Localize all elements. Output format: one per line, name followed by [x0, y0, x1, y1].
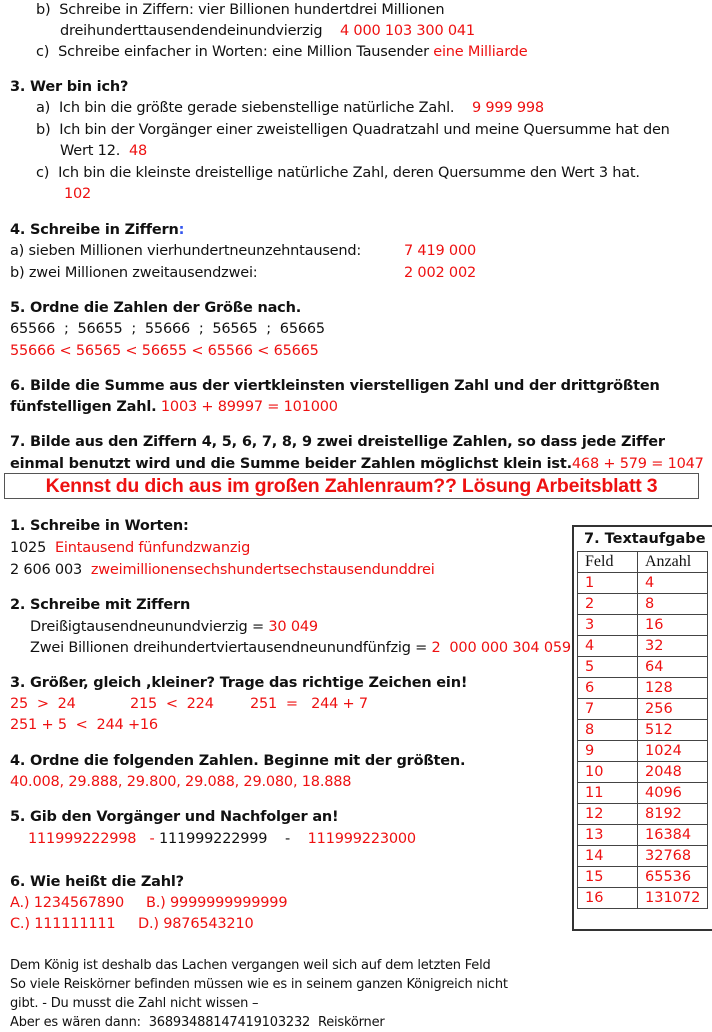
p1-task4a-answer: 7 419 000	[404, 243, 476, 259]
p2-task4-heading: 4. Ordne die folgenden Zahlen. Beginne mit der größten.	[10, 753, 466, 769]
p1-task5-heading: 5. Ordne die Zahlen der Größe nach.	[10, 300, 302, 316]
answer-text: 2 000 000 304 059	[431, 640, 571, 656]
p1-task3b-line2	[60, 141, 147, 161]
p2-task2-row2	[30, 638, 571, 658]
cell-feld: 5	[578, 657, 638, 678]
answer-text: eine Milliarde	[433, 44, 528, 60]
cell-anzahl: 2048	[638, 762, 708, 783]
table-row	[578, 594, 708, 615]
cell-anzahl: 65536	[638, 867, 708, 888]
p1-task6-line2	[10, 397, 338, 417]
task-text: Ich bin die größte gerade siebenstellige natürliche Zahl.	[58, 100, 455, 116]
table-row	[578, 783, 708, 804]
cell-feld: 12	[578, 804, 638, 825]
table-row	[578, 657, 708, 678]
cell-anzahl: 4	[638, 573, 708, 594]
cell-anzahl: 32768	[638, 846, 708, 867]
p1-task3c-answer: 102	[64, 186, 92, 202]
table-row	[578, 825, 708, 846]
heading-text: einmal benutzt wird und die Summe beider Zahlen möglichst klein ist.	[10, 456, 572, 472]
p2-task6-heading: 6. Wie heißt die Zahl?	[10, 874, 184, 890]
cell-anzahl: 4096	[638, 783, 708, 804]
answer-text: 9 999 998	[471, 100, 544, 116]
given-number: 111999222999	[159, 831, 268, 847]
textaufgabe-heading: 7. Textaufgabe	[584, 531, 706, 547]
cell-anzahl: 16	[638, 615, 708, 636]
p2-task3-cmp2: 215 < 224	[130, 696, 214, 712]
p2-task3-cmp1: 25 > 24	[10, 696, 76, 712]
table-row	[578, 615, 708, 636]
task-text: Wert 12.	[60, 143, 121, 159]
table-row	[578, 636, 708, 657]
p2-task6-d: D.) 9876543210	[138, 916, 254, 932]
item-prefix: b)	[36, 2, 51, 18]
cell-anzahl: 8192	[638, 804, 708, 825]
table-row	[578, 699, 708, 720]
p2-task5-heading: 5. Gib den Vorgänger und Nachfolger an!	[10, 809, 339, 825]
p2-task6-b: B.) 9999999999999	[146, 895, 288, 911]
predecessor-answer: 111999222998	[28, 831, 137, 847]
cell-feld: 2	[578, 594, 638, 615]
p1-task3b-line1	[36, 120, 670, 140]
p2-task1-heading: 1. Schreibe in Worten:	[10, 518, 189, 534]
cell-feld: 3	[578, 615, 638, 636]
heading-colon: :	[178, 222, 185, 238]
table-row	[578, 741, 708, 762]
item-prefix: a)	[36, 100, 51, 116]
task-text: Ich bin die kleinste dreistellige natürliche Zahl, deren Quersumme den Wert 3 hat.	[58, 165, 640, 181]
p1-task5-answer: 55666 < 56565 < 56655 < 65566 < 65665	[10, 343, 319, 359]
answer-text: Eintausend fünfundzwanzig	[54, 540, 251, 556]
cell-anzahl: 64	[638, 657, 708, 678]
task-text: Schreibe in Ziffern: vier Billionen hundertdrei Millionen	[59, 2, 445, 18]
table-header-row	[578, 552, 708, 573]
task-text: Dreißigtausendneunundvierzig =	[30, 619, 264, 635]
dash: -	[284, 831, 291, 847]
footer-line-2: So viele Reiskörner befinden müssen wie es in seinem ganzen Königreich nicht	[10, 977, 508, 992]
answer-text: 1003 + 89997 = 101000	[160, 399, 338, 415]
rice-grain-table	[577, 551, 708, 909]
p2-task3-cmp4: 251 + 5 < 244 +16	[10, 717, 158, 733]
p2-task6-c: C.) 111111111	[10, 916, 116, 932]
p1-task3c	[36, 163, 640, 183]
p2-task3-heading: 3. Größer, gleich ,kleiner? Trage das richtige Zeichen ein!	[10, 675, 468, 691]
p2-task1-row1	[10, 538, 250, 558]
footer-line-3: gibt. - Du musst die Zahl nicht wissen –	[10, 996, 259, 1011]
cell-feld: 9	[578, 741, 638, 762]
p1-task4a: a) sieben Millionen vierhundertneunzehntausend:	[10, 243, 362, 259]
cell-anzahl: 1024	[638, 741, 708, 762]
cell-feld: 10	[578, 762, 638, 783]
textaufgabe-box	[572, 525, 712, 931]
answer-text: 48	[128, 143, 148, 159]
cell-feld: 15	[578, 867, 638, 888]
table-row	[578, 762, 708, 783]
answer-text: 468 + 579 = 1047	[571, 456, 704, 472]
cell-anzahl: 131072	[638, 888, 708, 909]
p1-task4b-answer: 2 002 002	[404, 265, 476, 281]
cell-anzahl: 16384	[638, 825, 708, 846]
table-row	[578, 720, 708, 741]
heading-text: fünfstelligen Zahl.	[10, 399, 157, 415]
p2-task3-cmp3: 251 = 244 + 7	[250, 696, 368, 712]
item-prefix: c)	[36, 165, 50, 181]
dash: -	[149, 831, 155, 847]
answer-text: 30 049	[268, 619, 318, 635]
task-text: Zwei Billionen dreihundertviertausendneunundfünfzig =	[30, 640, 428, 656]
table-row	[578, 573, 708, 594]
p1-task3a	[36, 98, 544, 118]
p1-task4-heading	[10, 220, 184, 240]
cell-anzahl: 8	[638, 594, 708, 615]
cell-feld: 4	[578, 636, 638, 657]
item-prefix: c)	[36, 44, 50, 60]
column-header-feld: Feld	[578, 552, 638, 573]
cell-feld: 16	[578, 888, 638, 909]
answer-text: 4 000 103 300 041	[339, 23, 475, 39]
column-header-anzahl: Anzahl	[638, 552, 708, 573]
p2-task1-row2	[10, 560, 435, 580]
p2-task6-a: A.) 1234567890	[10, 895, 124, 911]
worksheet-title-banner: Kennst du dich aus im großen Zahlenraum?? Lösung Arbeitsblatt 3	[4, 473, 699, 499]
p1-task2c	[36, 42, 527, 62]
heading-text: 4. Schreibe in Ziffern	[10, 222, 179, 238]
table-row	[578, 888, 708, 909]
cell-anzahl: 512	[638, 720, 708, 741]
p2-task5-row	[28, 829, 416, 849]
p1-task5-numbers: 65566 ; 56655 ; 55666 ; 56565 ; 65665	[10, 321, 325, 337]
item-prefix: b)	[36, 122, 51, 138]
p2-task2-row1	[30, 617, 318, 637]
cell-anzahl: 128	[638, 678, 708, 699]
p1-task2b-line2	[60, 21, 475, 41]
number-text: 1025	[10, 540, 47, 556]
table-row	[578, 846, 708, 867]
cell-feld: 13	[578, 825, 638, 846]
p1-task7-line2	[10, 454, 704, 474]
answer-text: zweimillionensechshundertsechstausendunddrei	[90, 562, 435, 578]
p1-task4b: b) zwei Millionen zweitausendzwei:	[10, 265, 258, 281]
p1-task2b-line1	[36, 0, 444, 20]
footer-line-1: Dem König ist deshalb das Lachen vergangen weil sich auf dem letzten Feld	[10, 958, 491, 973]
cell-feld: 1	[578, 573, 638, 594]
table-row	[578, 867, 708, 888]
task-text: Schreibe einfacher in Worten: eine Million Tausender	[58, 44, 429, 60]
cell-feld: 8	[578, 720, 638, 741]
footer-line-4: Aber es wären dann: 36893488147419103232 Reiskörner	[10, 1015, 385, 1030]
number-text: 2 606 003	[10, 562, 82, 578]
p1-task6-heading-line1: 6. Bilde die Summe aus der viertkleinsten vierstelligen Zahl und der drittgrößten	[10, 378, 660, 394]
table-row	[578, 678, 708, 699]
cell-feld: 7	[578, 699, 638, 720]
cell-anzahl: 256	[638, 699, 708, 720]
task-text: Ich bin der Vorgänger einer zweistelligen Quadratzahl und meine Quersumme hat den	[59, 122, 670, 138]
p2-task2-heading: 2. Schreibe mit Ziffern	[10, 597, 191, 613]
p1-task7-heading-line1: 7. Bilde aus den Ziffern 4, 5, 6, 7, 8, 9 zwei dreistellige Zahlen, so dass jede Ziffer	[10, 434, 665, 450]
p1-task3-heading: 3. Wer bin ich?	[10, 79, 129, 95]
p2-task4-answer: 40.008, 29.888, 29.800, 29.088, 29.080, 18.888	[10, 774, 352, 790]
cell-feld: 11	[578, 783, 638, 804]
table-row	[578, 804, 708, 825]
cell-anzahl: 32	[638, 636, 708, 657]
cell-feld: 14	[578, 846, 638, 867]
task-text: dreihunderttausendendeinundvierzig	[60, 23, 323, 39]
successor-answer: 111999223000	[307, 831, 416, 847]
cell-feld: 6	[578, 678, 638, 699]
